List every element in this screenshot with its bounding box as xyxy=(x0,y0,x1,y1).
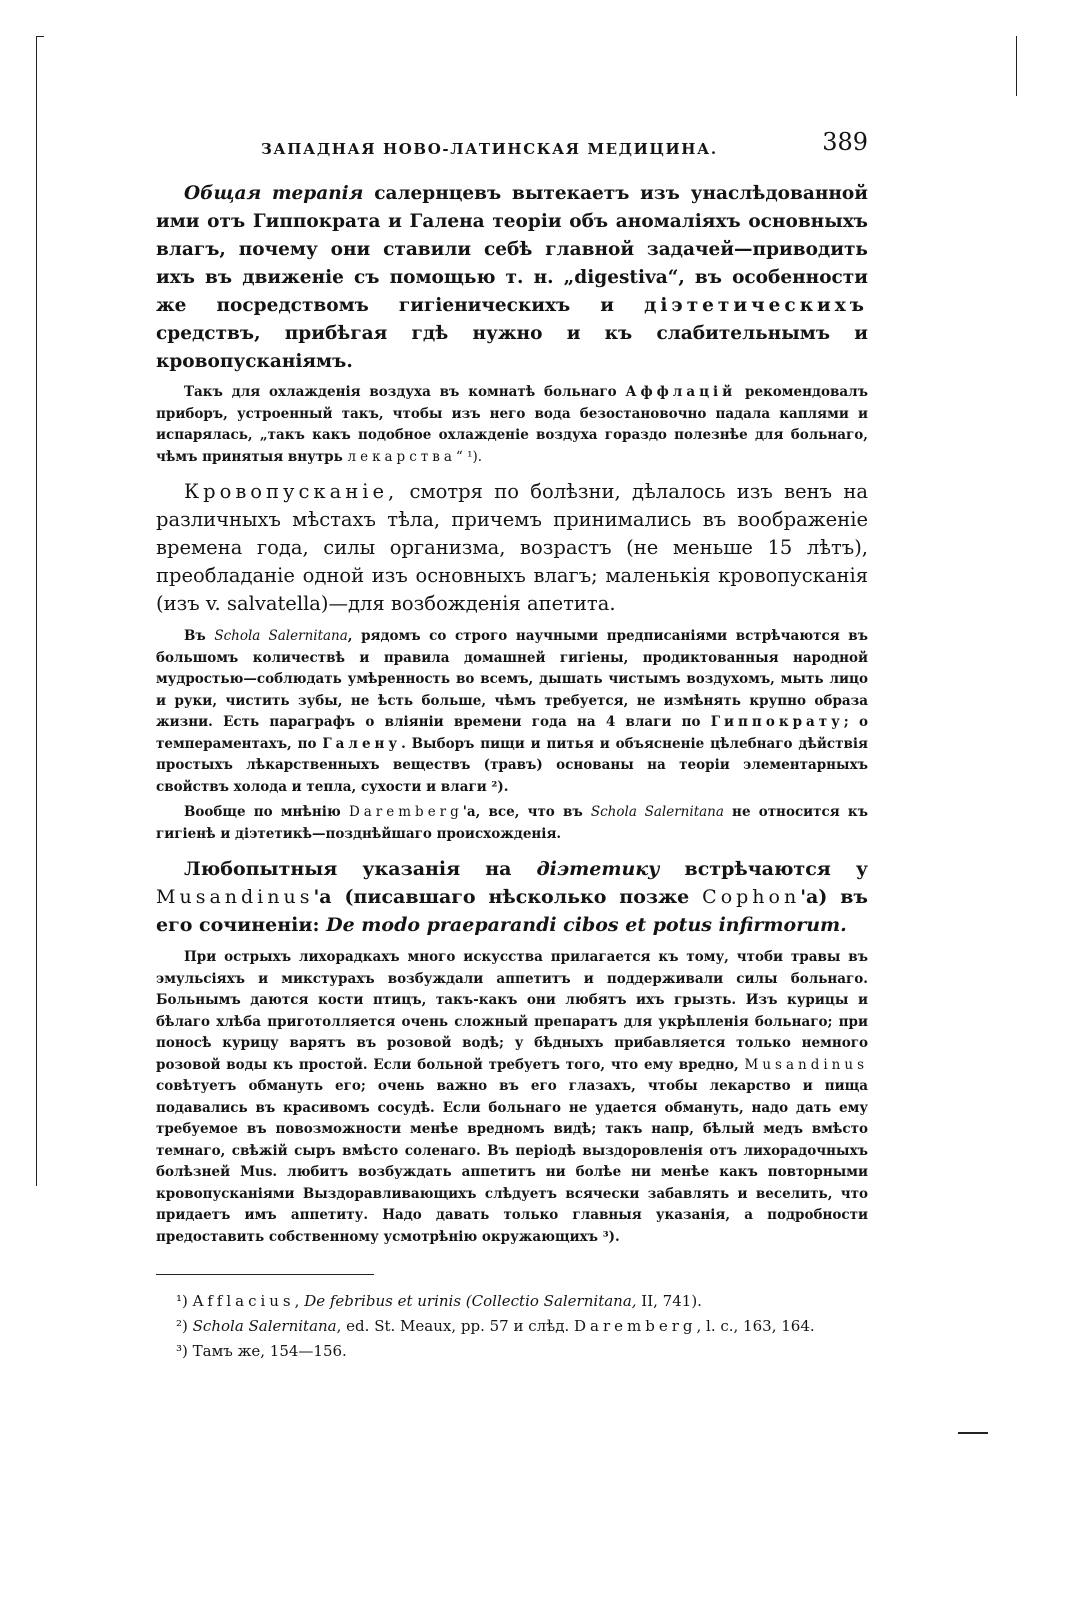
footnote-text: , xyxy=(294,1292,305,1310)
running-head xyxy=(156,128,868,166)
footnote-text: , ed. St. Meaux, pp. 57 и слѣд. xyxy=(336,1317,574,1335)
title-italic: De febribus et urinis (Collectio Salernitana, xyxy=(304,1292,637,1310)
footnote-text: Тамъ же, 154—156. xyxy=(192,1342,347,1360)
emphasis-term: діэтетику xyxy=(536,858,660,880)
paragraph-text: не относится къ гигіенѣ и діэтетикѣ—позднѣйшаго происхожденія. xyxy=(156,804,868,842)
footnote-1 xyxy=(176,1289,868,1314)
spaced-name: Musandinus xyxy=(744,1056,868,1073)
paragraph-fever-diet xyxy=(156,947,868,1248)
paragraph-bloodletting xyxy=(156,478,868,618)
footnote-3 xyxy=(176,1339,868,1364)
paragraph-text: При острыхъ лихорадкахъ много искусства прилагается къ тому, чтоби травы въ эмульсіяхъ и микстурахъ возбуждали аппетитъ и поддерживали силы больнаго. Больнымъ даются кости птицъ, такъ-какъ они любятъ ихъ грызть. Изъ курицы и бѣлаго хлѣба приготолляется очень сложный препаратъ для укрѣпленія больнаго; при поносѣ курицу варятъ въ розовой водѣ; у бѣдныхъ прибавляется только немного розовой воды къ простой. Если больной требуетъ того, что ему вредно, xyxy=(156,949,868,1073)
footnote-2 xyxy=(176,1314,868,1339)
paragraph-text: Любопытныя указанія на xyxy=(184,858,537,880)
paragraph-text: салернцевъ вытекаетъ изъ унаслѣдованной ими отъ Гиппократа и Галена теоріи объ аномаліяхъ основныхъ влагъ, почему они ставили себѣ главной задачей—приводить ихъ въ движеніе съ помощью т. н. „digestiva“, въ особенности же посредствомъ гигіеническихъ и xyxy=(156,183,868,316)
paragraph-text: Такъ для охлажденія воздуха въ комнатѣ больнаго xyxy=(184,384,626,400)
spaced-name: Гиппократу xyxy=(710,714,844,730)
spaced-term: Кровопусканіе, xyxy=(184,480,399,503)
footnote-separator xyxy=(156,1274,374,1275)
emphasis-term: Общая терапія xyxy=(184,183,364,204)
footnote-marker: ¹) xyxy=(176,1292,188,1310)
paragraph-daremberg xyxy=(156,802,868,845)
paragraph-text: рекомендовалъ приборъ, устроенный такъ, чтобы изъ него вода безостановочно падала каплями и испарялась, „такъ какъ подобное охлажденіе воздуха гораздо полезнѣе для больнаго, чѣмъ принятыя внутрь xyxy=(156,384,868,465)
running-title: ЗАПАДНАЯ НОВО-ЛАТИНСКАЯ МЕДИЦИНА. xyxy=(261,140,718,158)
spaced-name: Cophon xyxy=(702,886,801,908)
scan-corner-mark-horizontal xyxy=(36,36,44,37)
title-italic: De modo praeparandi cibos et potus infirmorum. xyxy=(326,914,847,936)
book-page xyxy=(156,128,868,1364)
paragraph-text: 'а, все, что въ xyxy=(462,804,591,820)
scan-corner-mark-vertical xyxy=(36,36,37,1186)
paragraph-afflacius xyxy=(156,382,868,468)
title-italic: Schola Salernitana xyxy=(590,804,724,820)
paragraph-text: Вообще по мнѣнію xyxy=(184,804,349,820)
paragraph-text: встрѣчаются у xyxy=(659,858,868,880)
footnote-text: II, 741). xyxy=(636,1292,702,1310)
scan-edge-mark-right xyxy=(1016,36,1017,96)
paragraph-musandinus xyxy=(156,855,868,939)
spaced-name: Daremberg xyxy=(573,1317,697,1335)
footnote-ref: “ ¹). xyxy=(455,448,483,465)
spaced-name: Daremberg xyxy=(348,804,463,820)
title-italic: Schola Salernitana xyxy=(192,1317,337,1335)
paragraph-text: Въ xyxy=(184,628,215,644)
paragraph-text: 'а) въ его сочиненіи: xyxy=(156,886,868,936)
spaced-name: Галену xyxy=(322,735,402,752)
paragraph-text: средствъ, прибѣгая гдѣ нужно и къ слабительнымъ и кровопусканіямъ. xyxy=(156,323,868,372)
spaced-term: діэтетическихъ xyxy=(644,295,868,316)
paragraph-text: совѣтуетъ обмануть его; очень важно въ его глазахъ, чтобы лекарство и пища подавались въ красивомъ сосудѣ. Если больнаго не удается обмануть, надо дать ему требуемое въ повозможности менѣе вредномъ видѣ; такъ напр, бѣлый медъ вмѣсто темнаго, свѣжій сыръ вмѣсто соленаго. Въ періодѣ выздоровленія отъ лихорадочныхъ болѣзней Mus. любитъ возбуждать аппетитъ ни болѣе ни менѣе какъ повторными кровопусканіями Выздоравливающихъ слѣдуетъ всячески забавлять и веселить, что придаетъ имъ аппетиту. Надо давать только главныя указанія, а подробности предоставить собственному усмотрѣнію окружающихъ ³). xyxy=(156,1078,868,1245)
paragraph-text: 'а (писавшаго нѣсколько позже xyxy=(313,886,703,908)
spaced-name: Afflacius xyxy=(192,1292,295,1310)
footnote-text: , l. c., 163, 164. xyxy=(696,1317,815,1335)
page-number: 389 xyxy=(822,128,868,156)
spaced-name: Musandinus xyxy=(156,886,314,908)
paragraph-text: . Выборъ пищи и питья и объясненіе цѣлебнаго дѣйствія простыхъ лѣкарственныхъ веществъ (травъ) основаны на теоріи элементарныхъ свойствъ холода и тепла, сухости и влаги ²). xyxy=(156,735,868,795)
spaced-name: Аффлацій xyxy=(625,384,737,400)
spaced-term: лекарства xyxy=(347,448,456,465)
footnote-marker: ²) xyxy=(176,1317,188,1335)
paragraph-text: смотря по болѣзни, дѣлалось изъ венъ на различныхъ мѣстахъ тѣла, причемъ принимались въ воображеніе времена года, силы организма, возрастъ (не меньше 15 лѣтъ), преобладаніе одной изъ основныхъ влагъ; маленькія кровопусканія (изъ v. salvatella)—для возбожденія апетита. xyxy=(156,480,868,615)
scan-edge-mark-bottom-right xyxy=(958,1432,988,1434)
title-italic: Schola Salernitana xyxy=(214,628,348,644)
paragraph-schola-salernitana xyxy=(156,626,868,798)
footnote-marker: ³) xyxy=(176,1342,188,1360)
paragraph-text: ; о темпераментахъ, по xyxy=(156,714,868,752)
paragraph-text: , рядомъ со строго научными предписаніями встрѣчаются въ большомъ количествѣ и правила домашней гигіены, продиктованныя народной мудростью—соблюдать умѣренность во всемъ, дышать чистымъ воздухомъ, мыть лицо и руки, чистить зубы, не ѣсть больше, чѣмъ требуется, не измѣнять крупно образа жизни. Есть параграфъ о вліяніи времени года на 4 влаги по xyxy=(156,628,868,730)
paragraph-general-therapy xyxy=(156,180,868,376)
